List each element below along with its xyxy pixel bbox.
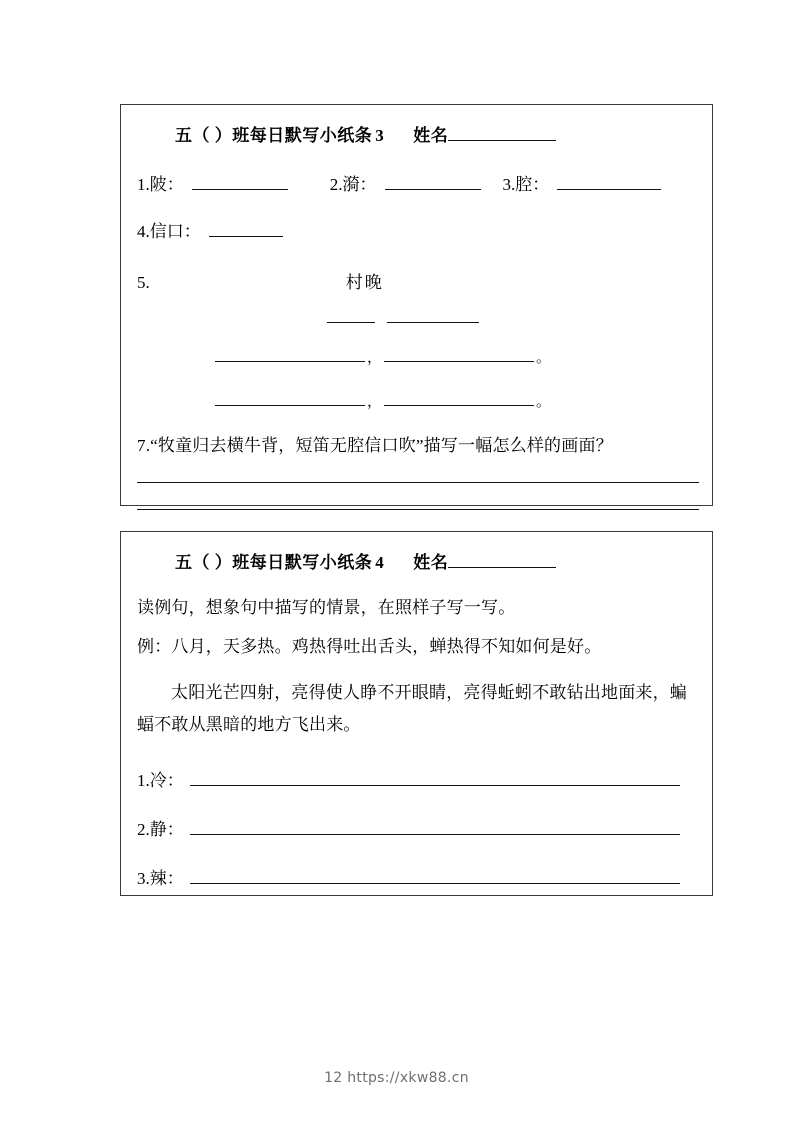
slip-4-blank-2-label: 2.静：	[137, 819, 184, 839]
vocab-item-3-input[interactable]	[557, 173, 661, 190]
question-7-text: “牧童归去横牛背，短笛无腔信口吹”描写一幅怎么样的画面？	[150, 436, 613, 456]
poem-poet-input[interactable]	[387, 307, 479, 323]
slip-3-vocab-row-2	[131, 195, 702, 242]
slip-3-name-input[interactable]	[448, 124, 556, 141]
slip-4-header	[131, 532, 702, 577]
slip-4-blank-1-label: 1.冷：	[137, 770, 184, 790]
slip-4-number: 4	[375, 553, 385, 572]
poem-heading	[137, 268, 702, 293]
vocab-item-3-label: 3.腔：	[502, 175, 550, 194]
slip-4-body	[121, 532, 712, 895]
slip-4-name-label: 姓名	[413, 553, 449, 572]
slip-4-name-input[interactable]	[448, 551, 556, 568]
vocab-item-2-label: 2.漪：	[329, 175, 377, 194]
question-7-number: 7.	[137, 436, 151, 456]
poem-line-2	[215, 389, 702, 411]
slip-4-blank-row-3	[131, 840, 702, 889]
slip-3-name-label: 姓名	[413, 126, 449, 145]
poem-line-2-blank-b[interactable]	[384, 389, 534, 406]
slip-3-header	[131, 105, 702, 150]
poem-line-2-period: 。	[536, 394, 552, 411]
slip-4-title-text: 五（ ）班每日默写小纸条	[175, 553, 373, 572]
poem-line-1-comma: ，	[367, 350, 383, 367]
page-footer-watermark: 12 https://xkw88.cn	[324, 1070, 469, 1086]
slip-4-model-text: 太阳光芒四射，亮得使人睁不开眼睛，亮得蚯蚓不敢钻出地面来，蝙蝠不敢从黑暗的地方飞出来。	[137, 683, 687, 735]
vocab-item-4-label: 4.信口：	[137, 222, 201, 241]
slip-4-blank-3-input[interactable]	[190, 866, 680, 883]
slip-3-vocab-row-1	[131, 150, 702, 195]
slip-3-number: 3	[375, 126, 385, 145]
vocab-item-1-label: 1.陂：	[137, 175, 184, 194]
vocab-item-1	[137, 170, 288, 195]
slip-4-blank-row-1	[131, 742, 702, 791]
poem-title: 村晚	[345, 273, 384, 292]
poem-author-row	[327, 307, 702, 323]
slip-4-blank-row-2	[131, 791, 702, 840]
poem-line-2-comma: ，	[367, 394, 383, 411]
poem-line-1	[215, 345, 702, 367]
vocab-item-2	[330, 170, 481, 195]
vocab-item-2-input[interactable]	[385, 173, 481, 190]
slip-4-blank-2-input[interactable]	[190, 817, 680, 834]
question-7-answer-line-1[interactable]	[137, 482, 699, 483]
poem-number: 5.	[137, 273, 150, 292]
slip-4-example: 例：八月，天多热。鸡热得吐出舌头，蝉热得不知如何是好。	[137, 637, 602, 656]
slip-3-body	[121, 105, 712, 505]
vocab-item-3	[503, 170, 662, 195]
vocab-item-1-input[interactable]	[192, 173, 288, 190]
poem-line-1-blank-a[interactable]	[215, 345, 365, 362]
slip-4-instruction: 读例句，想象句中描写的情景，在照样子写一写。	[137, 598, 516, 617]
vocab-item-4-input[interactable]	[209, 220, 283, 237]
slip-4-blank-3-label: 3.辣：	[137, 868, 184, 888]
poem-dynasty-input[interactable]	[327, 307, 375, 323]
poem-block	[131, 242, 702, 411]
slip-4-blank-1-input[interactable]	[190, 768, 680, 785]
poem-line-1-period: 。	[536, 350, 552, 367]
poem-line-2-blank-a[interactable]	[215, 389, 365, 406]
question-7-answer-line-2[interactable]	[137, 509, 699, 510]
worksheet-slip-3	[120, 104, 713, 506]
worksheet-slip-4	[120, 531, 713, 896]
slip-3-title-text: 五（ ）班每日默写小纸条	[175, 126, 373, 145]
poem-line-1-blank-b[interactable]	[384, 345, 534, 362]
question-7	[131, 411, 702, 456]
